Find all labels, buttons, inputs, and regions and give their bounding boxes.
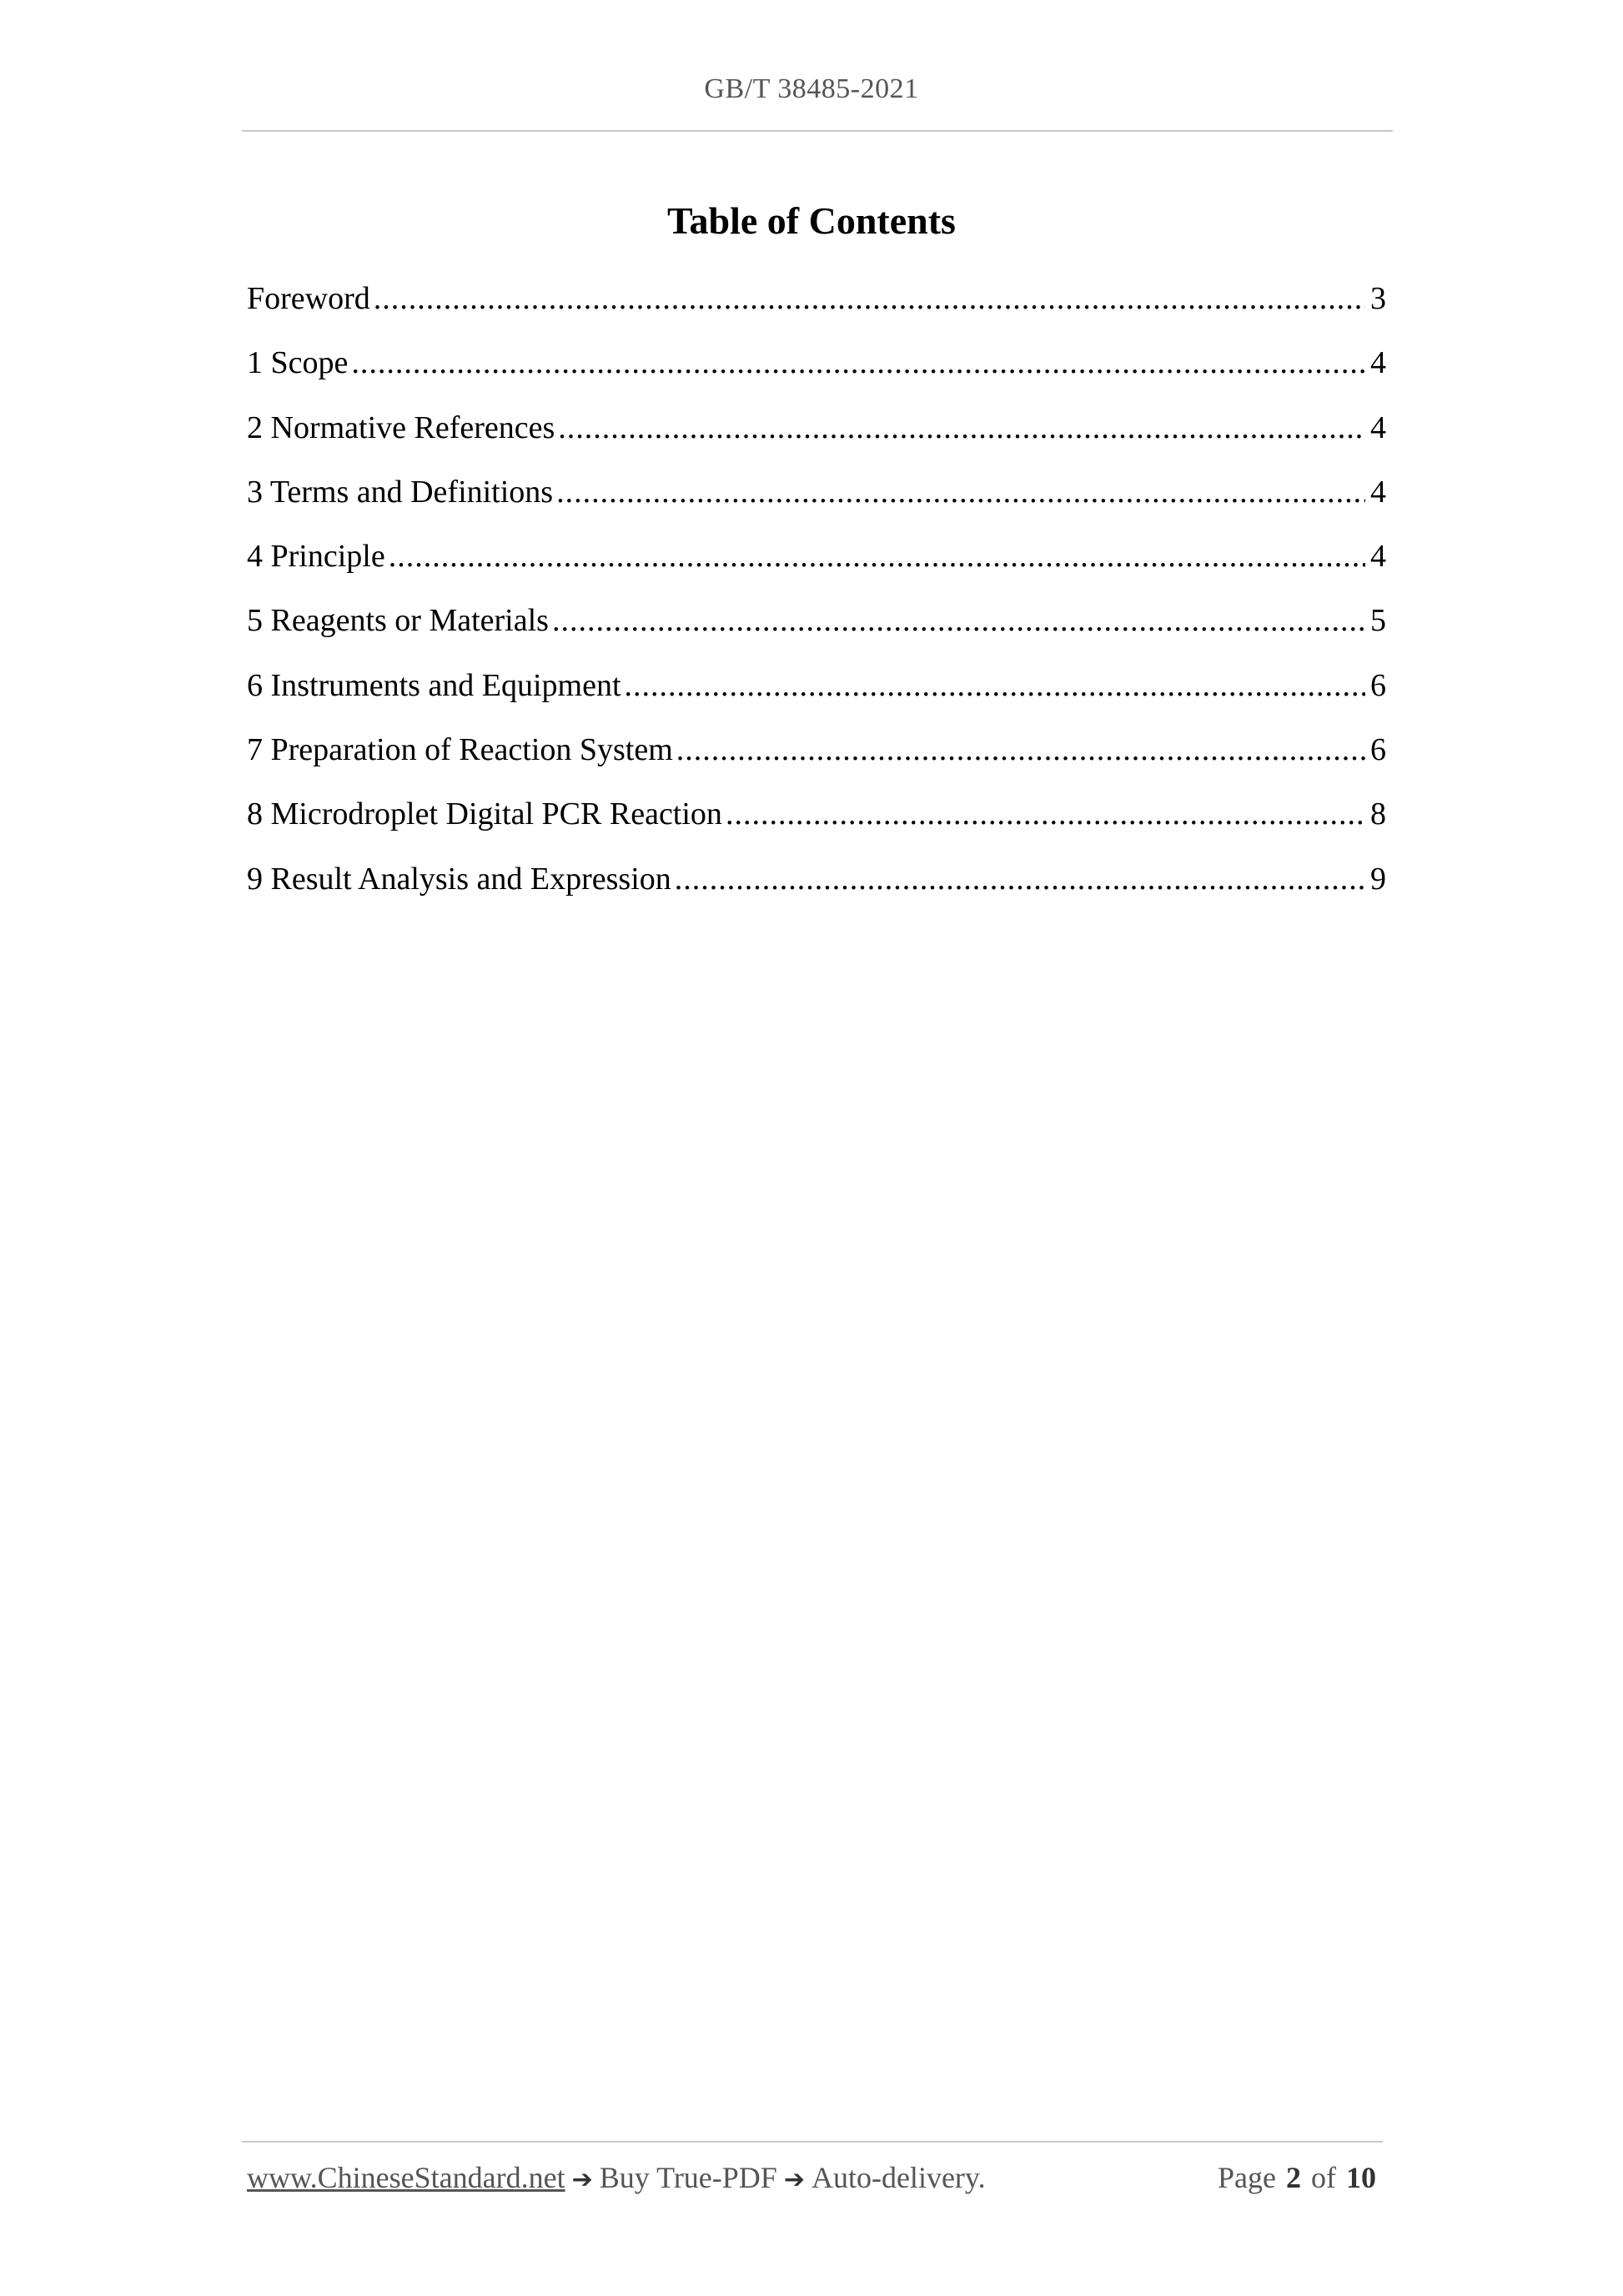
total-pages-number: 10 (1346, 2161, 1376, 2194)
toc-dot-leader (389, 533, 1365, 580)
toc-entry-scope[interactable] (247, 339, 1386, 404)
page-word: Page (1218, 2161, 1276, 2194)
toc-entry-page: 4 (1370, 345, 1386, 381)
toc-entry-page: 4 (1370, 409, 1386, 445)
footer-promo (247, 2160, 986, 2195)
toc-entry-label: 2 Normative References (247, 409, 555, 445)
toc-entry-page: 4 (1370, 474, 1386, 510)
toc-entry-principle[interactable] (247, 533, 1386, 597)
toc-entry-result-analysis[interactable] (247, 856, 1386, 920)
toc-entry-label: 9 Result Analysis and Expression (247, 861, 671, 897)
toc-entry-page: 6 (1370, 732, 1386, 768)
page-indicator (1218, 2160, 1376, 2195)
toc-entry-page: 6 (1370, 667, 1386, 703)
toc-entry-foreword[interactable] (247, 275, 1386, 339)
header-doc-code: GB/T 38485-2021 (704, 73, 919, 104)
toc-entry-label: 6 Instruments and Equipment (247, 667, 621, 703)
toc-entry-instruments-equipment[interactable] (247, 662, 1386, 726)
toc-entry-label: Foreword (247, 281, 370, 316)
toc-dot-leader (558, 404, 1365, 451)
toc-entry-terms-definitions[interactable] (247, 469, 1386, 533)
toc-entry-label: 3 Terms and Definitions (247, 474, 554, 510)
toc-entry-label: 5 Reagents or Materials (247, 603, 549, 639)
toc-entry-label: 4 Principle (247, 539, 385, 575)
toc-entry-reagents-materials[interactable] (247, 597, 1386, 661)
toc-entry-page: 8 (1370, 796, 1386, 832)
toc-entry-label: 1 Scope (247, 345, 349, 381)
buy-pdf-text: Buy True-PDF (599, 2161, 777, 2194)
toc-list (247, 275, 1386, 920)
toc-dot-leader (625, 662, 1365, 709)
current-page-number: 2 (1286, 2161, 1301, 2194)
arrow-right-icon: ➔ (571, 2165, 593, 2194)
toc-dot-leader (351, 339, 1365, 386)
toc-entry-page: 4 (1370, 539, 1386, 575)
toc-entry-page: 5 (1370, 603, 1386, 639)
footer (247, 2160, 1376, 2207)
toc-dot-leader (374, 275, 1365, 322)
header-divider (242, 130, 1393, 132)
toc-dot-leader (676, 726, 1365, 773)
arrow-right-icon: ➔ (783, 2165, 805, 2194)
toc-entry-page: 3 (1370, 281, 1386, 316)
of-word: of (1311, 2161, 1336, 2194)
toc-entry-normative-references[interactable] (247, 404, 1386, 469)
toc-entry-reaction-system[interactable] (247, 726, 1386, 791)
toc-heading: Table of Contents (667, 199, 956, 242)
toc-dot-leader (675, 856, 1365, 902)
auto-delivery-text: Auto-delivery. (811, 2161, 986, 2194)
toc-entry-label: 8 Microdroplet Digital PCR Reaction (247, 796, 722, 832)
toc-entry-pcr-reaction[interactable] (247, 791, 1386, 855)
toc-dot-leader (726, 791, 1365, 837)
toc-entry-label: 7 Preparation of Reaction System (247, 732, 673, 768)
footer-divider (242, 2141, 1383, 2143)
toc-dot-leader (552, 597, 1365, 644)
site-link[interactable]: www.ChineseStandard.net (247, 2161, 565, 2194)
toc-entry-page: 9 (1370, 861, 1386, 897)
toc-dot-leader (556, 469, 1365, 515)
